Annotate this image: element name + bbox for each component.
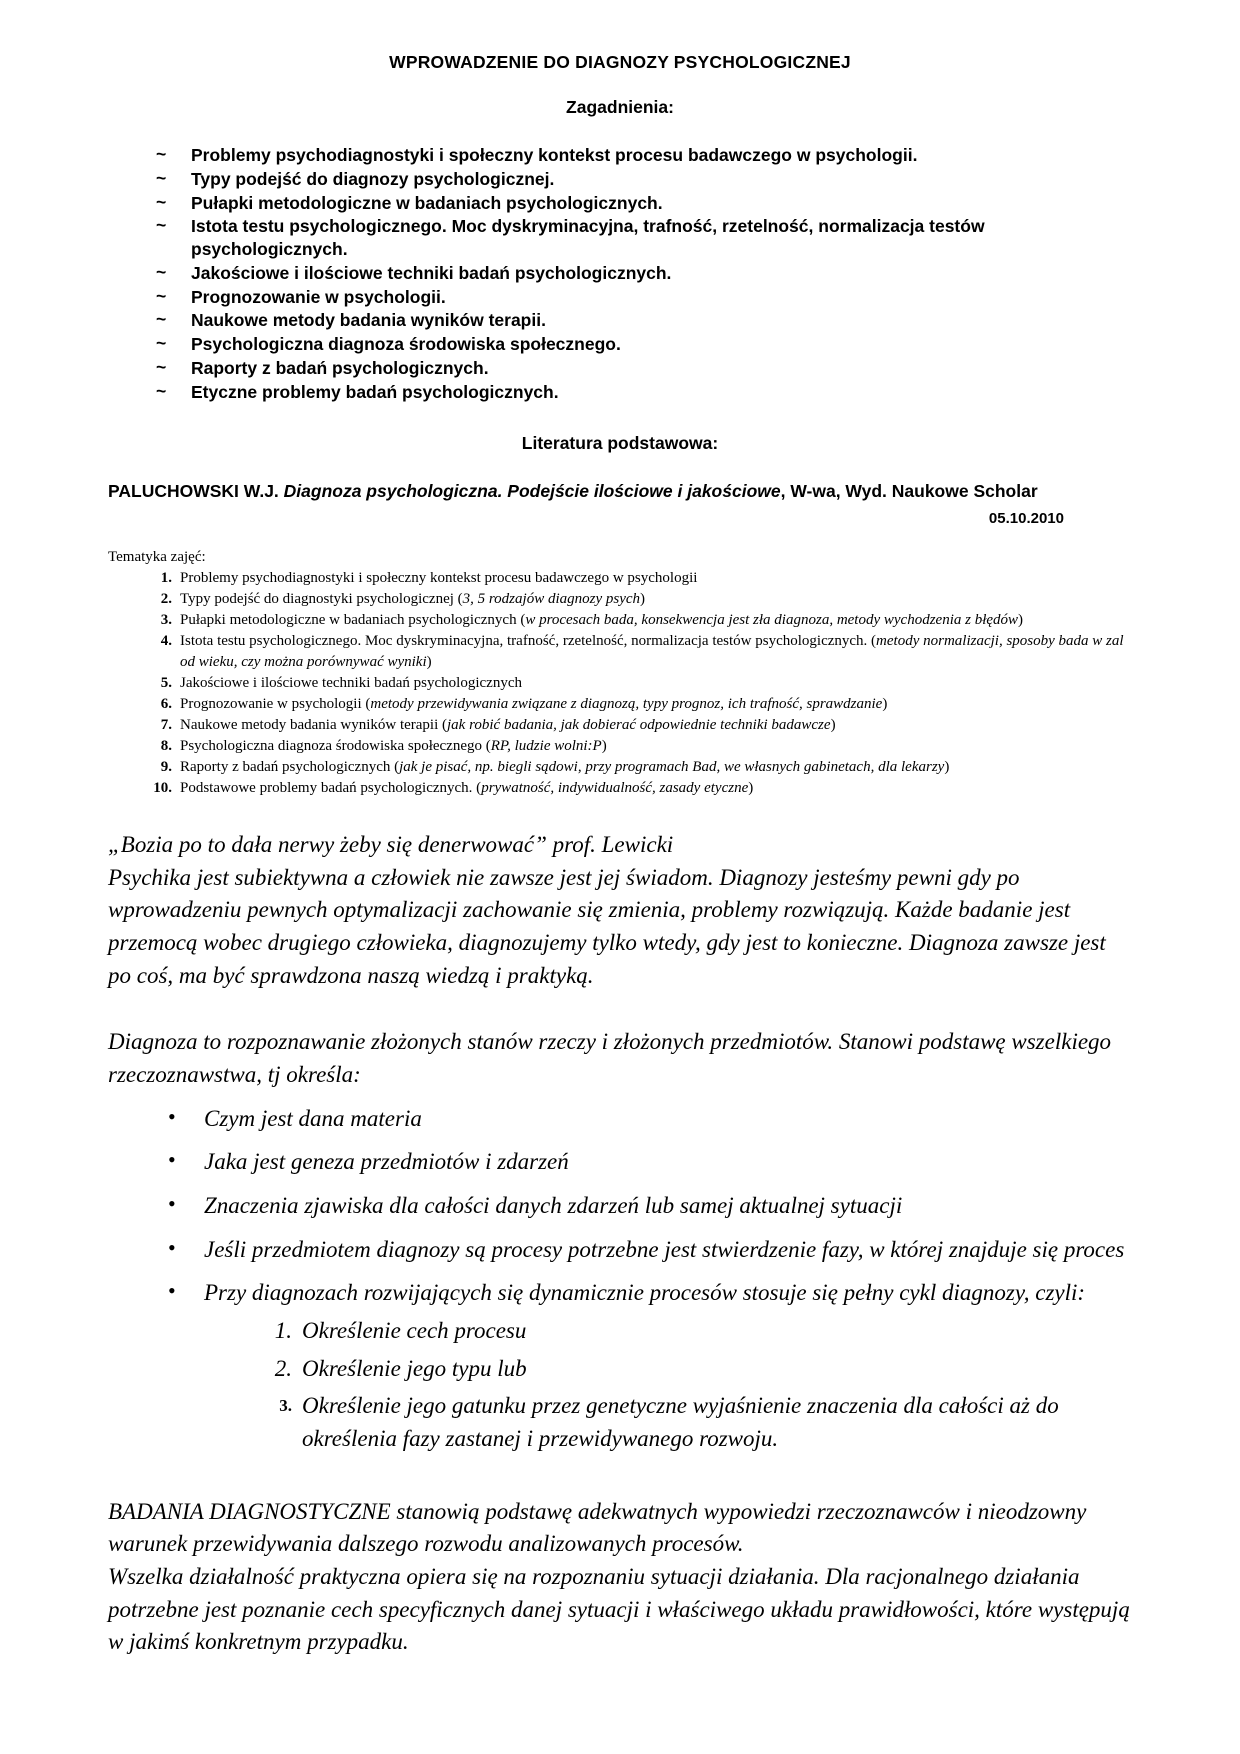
item-number: 4.	[160, 633, 172, 650]
list-item	[142, 778, 1132, 799]
list-item	[142, 673, 1132, 694]
list-item-text: Jeśli przedmiotem diagnozy są procesy potrzebne jest stwierdzenie fazy, w której znajduje się proces	[204, 1236, 1125, 1262]
list-item-note: metody przewidywania związane z diagnozą, typy prognoz, ich trafność, sprawdzanie	[370, 696, 883, 713]
tilde-bullet-icon: ~	[156, 215, 167, 236]
tilde-bullet-icon: ~	[156, 144, 167, 164]
list-item-note: metody normalizacji, sposoby bada w zal od wieku, czy można porównywać wyniki	[180, 633, 1124, 671]
list-item	[166, 1146, 1132, 1179]
list-item-text: Podstawowe problemy badań psychologicznych. (	[180, 780, 482, 797]
list-item	[156, 357, 1132, 380]
list-item	[142, 757, 1132, 778]
list-item-note: w procesach bada, konsekwencja jest zła diagnoza, metody wychodzenia z błędów	[525, 612, 1019, 629]
list-item	[156, 333, 1132, 356]
item-number: 10.	[153, 780, 172, 797]
item-number: 6.	[160, 696, 172, 713]
closing-section	[108, 1496, 1132, 1659]
closing-paragraph-2: Wszelka działalność praktyczna opiera się na rozpoznaniu sytuacji działania. Dla racjonalnego działania potrzebne jest poznanie cech specyficznych danej sytuacji i właściwego układu prawidłowości, które występują w jakimś konkretnym przypadku.	[108, 1563, 1130, 1655]
list-item-note: prywatność, indywidualność, zasady etyczne	[481, 780, 749, 797]
list-item-text: Pułapki metodologiczne w badaniach psychologicznych.	[191, 192, 663, 213]
page-title: WPROWADZENIE DO DIAGNOZY PSYCHOLOGICZNEJ	[389, 52, 851, 72]
list-item	[166, 1190, 1132, 1223]
round-bullet-icon: •	[168, 1278, 176, 1304]
list-item-text: Określenie jego typu lub	[302, 1355, 527, 1381]
list-item-text: Prognozowanie w psychologii.	[191, 286, 446, 307]
list-item-text: Etyczne problemy badań psychologicznych.	[191, 381, 559, 402]
definition-bullet-list	[108, 1103, 1132, 1456]
item-number: 2.	[274, 1355, 292, 1381]
tematyka-list	[108, 568, 1132, 799]
list-item	[156, 262, 1132, 285]
list-item	[142, 694, 1132, 715]
item-number: 2.	[160, 591, 172, 608]
definition-section	[108, 1026, 1132, 1455]
quote-attribution-line: „Bozia po to dała nerwy żeby się denerwować” prof. Lewicki	[108, 832, 674, 858]
list-item-note: 3, 5 rodzajów diagnozy psych	[462, 591, 641, 608]
list-item	[142, 610, 1132, 631]
list-item-text: Typy podejść do diagnozy psychologicznej.	[191, 168, 555, 189]
list-item-text: Istota testu psychologicznego. Moc dyskryminacyjna, trafność, rzetelność, normalizacja testów psychologicznych.	[191, 216, 985, 259]
list-item	[156, 168, 1132, 191]
citation-work-title: Diagnoza psychologiczna. Podejście ilościowe i jakościowe	[283, 481, 781, 502]
tilde-bullet-icon: ~	[156, 356, 167, 377]
list-item-tail: )	[748, 780, 754, 797]
item-number: 1.	[160, 570, 172, 587]
list-item	[156, 192, 1132, 215]
list-item-tail: )	[1018, 612, 1024, 629]
tilde-bullet-icon: ~	[156, 261, 167, 282]
list-item-text: Czym jest dana materia	[204, 1105, 422, 1131]
list-item-text: Psychologiczna diagnoza środowiska społecznego (	[180, 738, 491, 755]
list-item-text: Prognozowanie w psychologii (	[180, 696, 371, 713]
list-item-text: Określenie jego gatunku przez genetyczne wyjaśnienie znaczenia dla całości aż do określenia fazy zastanej i przewidywanego rozwoju.	[302, 1393, 1059, 1451]
list-item-text: Jakościowe i ilościowe techniki badań psychologicznych.	[191, 262, 672, 283]
item-number: 3.	[279, 1396, 292, 1416]
tilde-bullet-icon: ~	[156, 191, 167, 212]
list-item-tail: )	[426, 654, 432, 671]
round-bullet-icon: •	[168, 1103, 176, 1129]
tilde-bullet-icon: ~	[156, 380, 167, 401]
item-number: 3.	[160, 612, 172, 629]
item-number: 1.	[274, 1318, 292, 1343]
list-item	[166, 1103, 1132, 1136]
list-item	[266, 1390, 1132, 1455]
list-item-text: Naukowe metody badania wyników terapii.	[191, 310, 546, 331]
list-item-tail: )	[882, 696, 888, 713]
list-item-text: Psychologiczna diagnoza środowiska społecznego.	[191, 334, 621, 354]
list-item	[142, 715, 1132, 736]
list-item-note: jak robić badania, jak dobierać odpowiednie techniki badawcze	[447, 717, 831, 734]
list-item	[142, 589, 1132, 610]
list-item-text: Znaczenia zjawiska dla całości danych zdarzeń lub samej aktualnej sytuacji	[204, 1193, 903, 1219]
list-item	[142, 736, 1132, 757]
list-item-text: Jaka jest geneza przedmiotów i zdarzeń	[204, 1149, 569, 1175]
list-item	[156, 144, 1132, 167]
tilde-bullet-icon: ~	[156, 285, 167, 306]
quote-body: Psychika jest subiektywna a człowiek nie zawsze jest jej świadom. Diagnozy jesteśmy pewni gdy po wprowadzeniu pewnych optymalizacji zachowanie się zmienia, problemy rozwiązują. Każde badanie jest przemocą wobec drugiego człowieka, diagnozujemy tylko wtedy, gdy jest to konieczne. Diagnoza zawsze jest po coś, ma być sprawdzona naszą wiedzą i praktyką.	[108, 864, 1106, 988]
definition-sub-list	[204, 1315, 1132, 1456]
issues-list	[108, 144, 1132, 403]
list-item	[142, 631, 1132, 673]
list-item-text: Pułapki metodologiczne w badaniach psychologicznych (	[180, 612, 526, 629]
tilde-bullet-icon: ~	[156, 333, 167, 353]
item-number: 7.	[160, 717, 172, 734]
list-item-text: Problemy psychodiagnostyki i społeczny kontekst procesu badawczego w psychologii.	[191, 145, 918, 165]
list-item-text: Naukowe metody badania wyników terapii (	[180, 717, 448, 734]
list-item	[166, 1277, 1132, 1455]
tilde-bullet-icon: ~	[156, 309, 167, 330]
list-item-text: Raporty z badań psychologicznych (	[180, 759, 400, 776]
list-item-tail: )	[640, 591, 646, 608]
list-item-tail: )	[830, 717, 836, 734]
item-number: 5.	[160, 675, 172, 692]
literature-heading: Literatura podstawowa:	[521, 433, 719, 454]
tematyka-heading: Tematyka zajęć:	[108, 549, 206, 566]
tilde-bullet-icon: ~	[156, 167, 167, 188]
item-number: 8.	[160, 738, 172, 755]
list-item-tail: )	[601, 738, 607, 755]
list-item-text: Problemy psychodiagnostyki i społeczny kontekst procesu badawczego w psychologii	[180, 570, 698, 587]
list-item-text: Jakościowe i ilościowe techniki badań psychologicznych	[180, 675, 522, 692]
list-item-text: Określenie cech procesu	[302, 1318, 527, 1343]
list-item-note: RP, ludzie wolni:P	[490, 738, 602, 755]
list-item	[156, 286, 1132, 309]
closing-paragraph-1: BADANIA DIAGNOSTYCZNE stanowią podstawę adekwatnych wypowiedzi rzeczoznawców i nieodzowny warunek przewidywania dalszego rozwodu analizowanych procesów.	[108, 1498, 1087, 1557]
list-item	[166, 1234, 1132, 1267]
definition-intro: Diagnoza to rozpoznawanie złożonych stanów rzeczy i złożonych przedmiotów. Stanowi podstawę wszelkiego rzeczoznawstwa, tj określa:	[108, 1029, 1112, 1088]
citation-author: PALUCHOWSKI W.J.	[108, 481, 284, 502]
round-bullet-icon: •	[168, 1191, 176, 1217]
list-item	[142, 568, 1132, 589]
list-item-text: Istota testu psychologicznego. Moc dyskryminacyjna, trafność, rzetelność, normalizacja testów psychologicznych. (	[180, 633, 877, 650]
list-item-text: Raporty z badań psychologicznych.	[191, 357, 489, 378]
list-item	[266, 1353, 1132, 1386]
citation	[108, 481, 1132, 503]
date-stamp: 05.10.2010	[988, 510, 1064, 528]
list-item-text: Przy diagnozach rozwijających się dynamicznie procesów stosuje się pełny cykl diagnozy, czyli:	[204, 1280, 1086, 1306]
issues-heading: Zagadnienia:	[566, 97, 674, 117]
item-number: 9.	[160, 759, 172, 776]
list-item-tail: )	[944, 759, 950, 776]
list-item	[156, 381, 1132, 404]
tematyka-section	[108, 549, 1132, 799]
round-bullet-icon: •	[168, 1147, 176, 1173]
list-item	[156, 309, 1132, 332]
list-item	[156, 215, 1132, 261]
list-item-note: jak je pisać, np. biegli sądowi, przy programach Bad, we własnych gabinetach, dla lekarzy	[399, 759, 945, 776]
citation-publisher: , W-wa, Wyd. Naukowe Scholar	[780, 481, 1038, 502]
list-item	[266, 1315, 1132, 1348]
round-bullet-icon: •	[168, 1234, 176, 1260]
quote-section	[108, 829, 1132, 992]
list-item-text: Typy podejść do diagnostyki psychologicznej (	[180, 591, 463, 608]
